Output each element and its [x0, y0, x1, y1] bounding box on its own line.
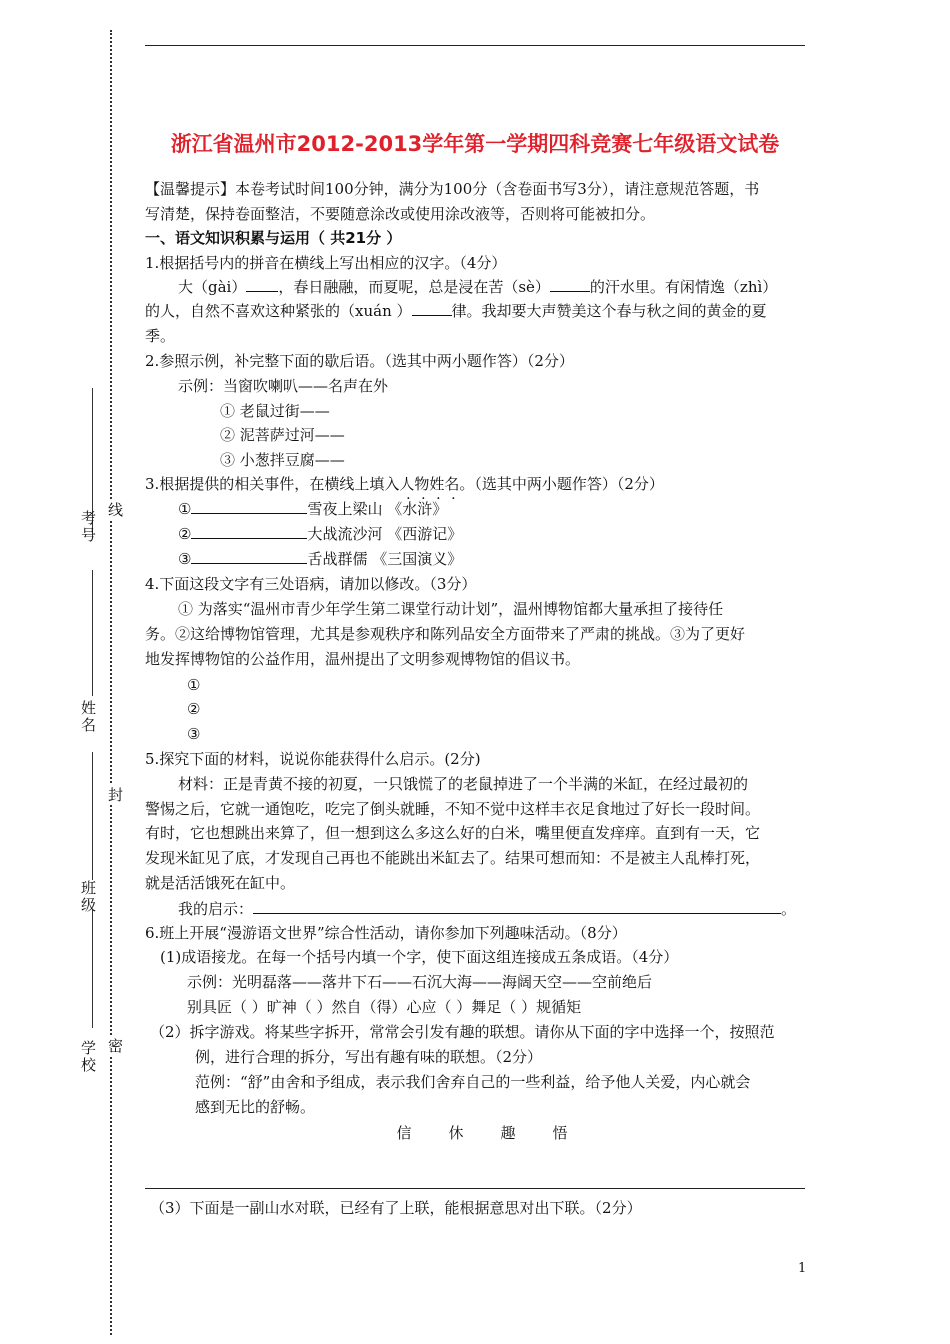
name-fill-line [92, 570, 93, 696]
q3-blank-2[interactable] [191, 523, 307, 539]
q5-material-2: 警惕之后，它就一通饱吃，吃完了倒头就睡，不知不觉中这样丰衣足食地过了好长一段时间。 [145, 800, 761, 818]
char-choice[interactable]: 悟 [552, 1124, 568, 1142]
q1-text-d: 的人，自然不喜欢这种紧张的（xuán ） [145, 302, 412, 320]
q4-para-1: ① 为落实“温州市青少年学生第二课堂行动计划”，温州博物馆都大量承担了接待任 [178, 600, 724, 618]
binding-dotted-line [110, 30, 112, 1335]
char-choice[interactable]: 休 [448, 1124, 464, 1142]
q6-part2-stem-2: 例，进行合理的拆分，写出有趣有味的联想。（2分） [195, 1048, 543, 1066]
q1-line-1 [178, 276, 777, 298]
q2-example: 示例：当窗吹喇叭——名声在外 [178, 377, 389, 395]
binding-mark-mi: 密 [106, 1038, 124, 1053]
q6-part2-stem-1: （2）拆字游戏。将某些字拆开，常常会引发有趣的联想。请你从下面的字中选择一个，按照范 [150, 1023, 775, 1041]
q3-stem [145, 473, 664, 495]
q1-text-a: 大（gài） [178, 278, 247, 296]
q6-part1-items[interactable]: 别具匠（ ）旷神（ ）然自（得）心应（ ）舞足（ ）规循矩 [187, 998, 582, 1016]
q3-emph-2: 物 [414, 475, 430, 493]
q5-answer-label: 我的启示： [178, 900, 254, 918]
answer-area-rule [145, 1188, 805, 1189]
q1-stem: 1.根据括号内的拼音在横线上写出相应的汉字。（4分） [145, 254, 507, 272]
tip-line-1: 【温馨提示】本卷考试时间100分钟，满分为100分（含卷面书写3分），请注意规范答题，书 [145, 180, 760, 198]
q1-text-b: ，春日融融，而夏呢，总是浸在苦（sè） [278, 278, 550, 296]
q5-material-1: 材料：正是青黄不接的初夏，一只饿慌了的老鼠掉进了一个半满的米缸，在经过最初的 [178, 775, 749, 793]
q3-item-num: ② [178, 525, 192, 543]
q3-item-text: 雪夜上梁山 《水浒》 [307, 500, 448, 518]
q3-stem-a: 3.根据提供的相关事件，在横线上填入 [145, 475, 400, 493]
q6-part2-example-2: 感到无比的舒畅。 [195, 1098, 316, 1116]
number-label: 考号 [79, 510, 97, 544]
class-fill-line [92, 752, 93, 880]
q1-blank-2[interactable] [550, 276, 590, 292]
q6-part1-example: 示例：光明磊落——落井下石——石沉大海——海阔天空——空前绝后 [187, 973, 653, 991]
q5-material-4: 发现米缸见了底，才发现自己再也不能跳出米缸去了。结果可想而知：不是被主人乱棒打死， [145, 849, 761, 867]
binding-mark-xian: 线 [106, 502, 124, 517]
q6-part1-stem: (1)成语接龙。在每一个括号内填一个字，使下面这组连接成五条成语。（4分） [160, 948, 679, 966]
q1-line-2 [145, 300, 767, 322]
q4-answer-1[interactable]: ① [187, 676, 201, 694]
q2-item-2: ② 泥菩萨过河—— [220, 426, 345, 444]
q2-stem: 2.参照示例，补完整下面的歇后语。（选其中两小题作答）（2分） [145, 352, 574, 370]
q5-answer-blank[interactable] [253, 898, 781, 914]
q3-blank-1[interactable] [191, 498, 307, 514]
q3-item-num: ③ [178, 550, 192, 568]
q1-line-3: 季。 [145, 327, 176, 345]
tip-line-2: 写清楚，保持卷面整洁，不要随意涂改或使用涂改液等，否则将可能被扣分。 [145, 205, 656, 223]
q1-text-e: 律。我却要大声赞美这个春与秋之间的黄金的夏 [451, 302, 767, 320]
q5-material-5: 就是活活饿死在缸中。 [145, 874, 296, 892]
q5-answer-line [178, 898, 796, 920]
q4-answer-2[interactable]: ② [187, 700, 201, 718]
section-heading: 一、语文知识积累与运用（ 共21分 ） [145, 229, 402, 247]
class-label: 班级 [79, 880, 97, 914]
q4-answer-3[interactable]: ③ [187, 725, 201, 743]
q2-item-3: ③ 小葱拌豆腐—— [220, 451, 345, 469]
page-number: 1 [798, 1261, 807, 1276]
q1-blank-1[interactable] [246, 276, 278, 292]
q3-item-1 [178, 498, 447, 520]
char-choice[interactable]: 趣 [500, 1124, 516, 1142]
header-rule [145, 45, 805, 46]
q5-answer-end: 。 [781, 900, 797, 918]
q1-blank-3[interactable] [412, 300, 452, 316]
q3-item-2 [178, 523, 462, 545]
q4-stem: 4.下面这段文字有三处语病，请加以修改。（3分） [145, 575, 477, 593]
q3-item-text: 大战流沙河 《西游记》 [307, 525, 463, 543]
q3-stem-b: 。（选其中两小题作答）（2分） [459, 475, 664, 493]
q2-item-1: ① 老鼠过街—— [220, 402, 330, 420]
q3-emph-3: 姓 [429, 475, 445, 493]
q1-text-c: 的汗水里。有闲情逸（zhì） [589, 278, 778, 296]
q4-para-3: 地发挥博物馆的公益作用，温州提出了文明参观博物馆的倡议书。 [145, 650, 581, 668]
school-fill-line [92, 910, 93, 1028]
name-label: 姓名 [79, 700, 97, 734]
q6-part2-example-1: 范例：“舒”由舍和予组成，表示我们舍弃自己的一些利益，给予他人关爱，内心就会 [195, 1073, 751, 1091]
q3-emph-1: 人 [399, 475, 415, 493]
q3-item-num: ① [178, 500, 192, 518]
q6-stem: 6.班上开展“漫游语文世界”综合性活动，请你参加下列趣味活动。（8分） [145, 924, 627, 942]
q3-item-text: 舌战群儒 《三国演义》 [307, 550, 463, 568]
page-title: 浙江省温州市2012-2013学年第一学期四科竞赛七年级语文试卷 [170, 132, 780, 156]
char-choice[interactable]: 信 [396, 1124, 412, 1142]
q3-emph-4: 名 [444, 475, 460, 493]
q6-char-choices [378, 1122, 586, 1144]
q3-item-3 [178, 548, 462, 570]
q3-blank-3[interactable] [191, 548, 307, 564]
binding-mark-feng: 封 [106, 787, 124, 802]
q5-material-3: 有时，它也想跳出来算了，但一想到这么多这么好的白米，嘴里便直发痒痒。直到有一天，它 [145, 824, 761, 842]
school-label: 学校 [79, 1040, 97, 1074]
q4-para-2: 务。②这给博物馆管理，尤其是参观秩序和陈列品安全方面带来了严肃的挑战。③为了更好 [145, 625, 746, 643]
q5-stem: 5.探究下面的材料，说说你能获得什么启示。(2分) [145, 750, 481, 768]
q6-part3-stem: （3）下面是一副山水对联，已经有了上联，能根据意思对出下联。（2分） [150, 1199, 642, 1217]
